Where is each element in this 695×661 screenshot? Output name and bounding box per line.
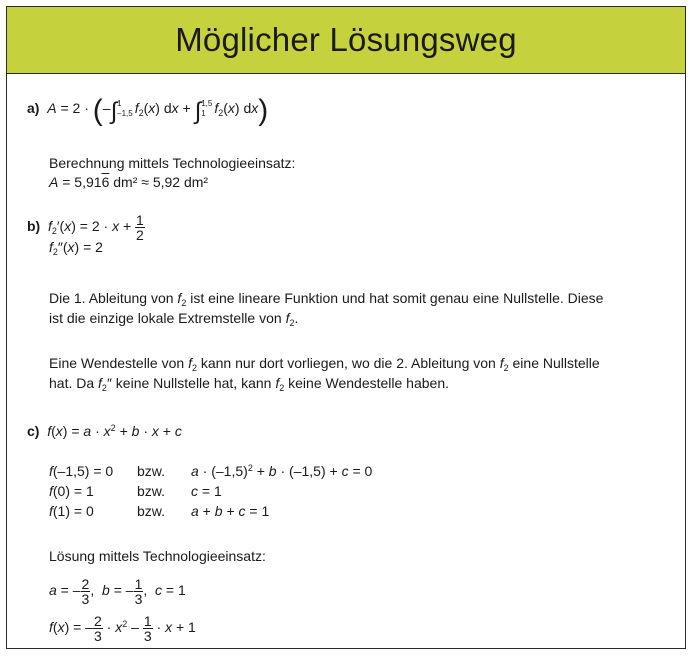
cond-1-right: $a \cdot (-1,5)^2 + b \cdot (-1,5) + c = 0$ [191,463,373,479]
solution-box [6,6,686,649]
title-bar [7,7,685,74]
cond-3-left: f(1) = 0 [49,503,94,519]
part-c-final-function: f(x) = – $\frac{2}{3}$ · $x^2$ – $\frac{1}{3}$ · x + 1 [49,613,196,644]
cond-2-bzw: bzw. [137,483,166,499]
part-c-solve-text: Lösung mittels Technologieeinsatz: [49,548,266,564]
part-a-label: a) [27,100,40,116]
part-b-label: b) [27,218,41,235]
cond-3-bzw: bzw. [137,503,166,519]
part-c-label: c) [27,423,40,439]
part-b-second-derivative: $f_2''(x) = 2$ [49,239,103,257]
part-b-para1-line2: ist die einzige lokale Extremstelle von $f_2$. [49,310,299,328]
part-c-function: c) $f(x) = a \cdot x^2 + b \cdot x + c$ [27,423,182,439]
part-a-formula: a) A = 2 · (–∫ 1 –1,5 $f_2(x)$ dx + ∫ 1,5 1 $f_2(x)$ dx) [27,94,269,127]
cond-2-right: c = 1 [191,483,222,499]
part-b-para2-line2: hat. Da $f_2''$ keine Nullstelle hat, kann $f_2$ keine Wendestelle haben. [49,375,449,393]
part-a-text: Berechnung mittels Technologieeinsatz: [49,155,296,171]
cond-1-left: f(–1,5) = 0 [49,463,114,479]
cond-1-bzw: bzw. [137,463,166,479]
cond-2-left: f(0) = 1 [49,483,94,499]
part-b-para1-line1: Die 1. Ableitung von $f_2$ ist eine lineare Funktion und hat somit genau eine Nullstelle. Diese [49,290,604,308]
part-a-result: A = 5,916 dm² ≈ 5,92 dm² [49,174,209,190]
cond-3-right: a + b + c = 1 [191,503,270,519]
page-title: Möglicher Lösungsweg [175,21,517,58]
part-b-para2-line1: Eine Wendestelle von $f_2$ kann nur dort vorliegen, wo die 2. Ableitung von $f_2$ eine Nullstelle [49,355,600,373]
part-b-first-derivative: b) $f_2'(x) = 2 \cdot x$ + $\frac{1}{2}$ [27,212,144,243]
part-c-coefficients: a = – $\frac{2}{3}$ , b = – $\frac{1}{3}$ , c = 1 [49,576,186,607]
